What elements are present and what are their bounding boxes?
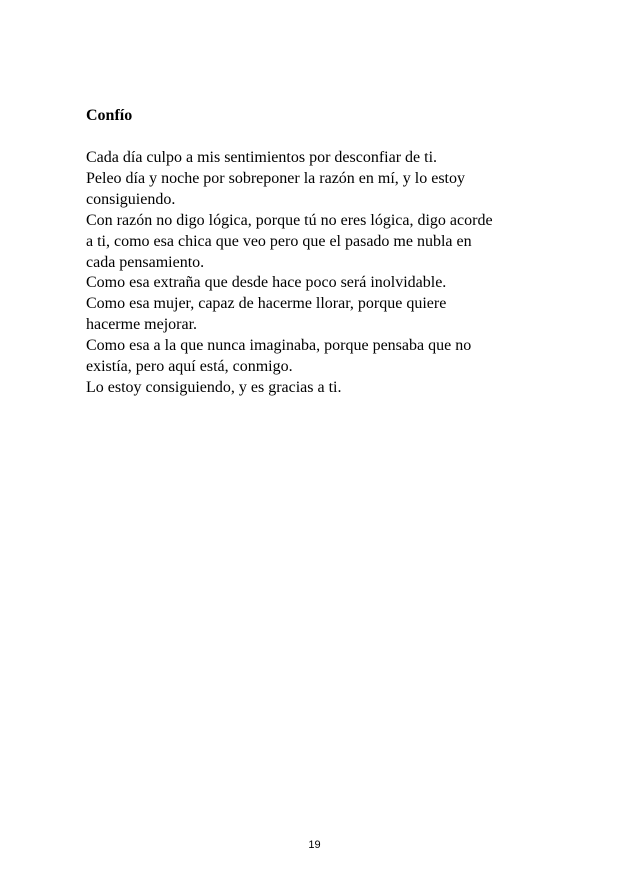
page-number: 19 bbox=[308, 839, 321, 851]
poem-line: cada pensamiento. bbox=[86, 253, 205, 271]
poem-line: Cada día culpo a mis sentimientos por desconfiar de ti. bbox=[86, 149, 438, 166]
poem-line: consiguiendo. bbox=[86, 190, 176, 208]
poem-line: a ti, como esa chica que veo pero que el pasado me nubla en bbox=[86, 232, 472, 250]
poem-line: Lo estoy consiguiendo, y es gracias a ti. bbox=[86, 378, 342, 396]
poem-title: Confío bbox=[86, 107, 133, 124]
poem-line: Como esa extraña que desde hace poco será inolvidable. bbox=[86, 274, 447, 292]
poem-line: Peleo día y noche por sobreponer la razón en mí, y lo estoy bbox=[86, 169, 465, 187]
poem-line: Con razón no digo lógica, porque tú no eres lógica, digo acorde bbox=[86, 211, 493, 229]
poem-line: Como esa mujer, capaz de hacerme llorar, porque quiere bbox=[86, 295, 447, 313]
poem-line: Como esa a la que nunca imaginaba, porque pensaba que no bbox=[86, 337, 472, 355]
poem-line: existía, pero aquí está, conmigo. bbox=[86, 358, 293, 376]
poem-line: hacerme mejorar. bbox=[86, 316, 198, 334]
poem-body bbox=[86, 148, 556, 399]
